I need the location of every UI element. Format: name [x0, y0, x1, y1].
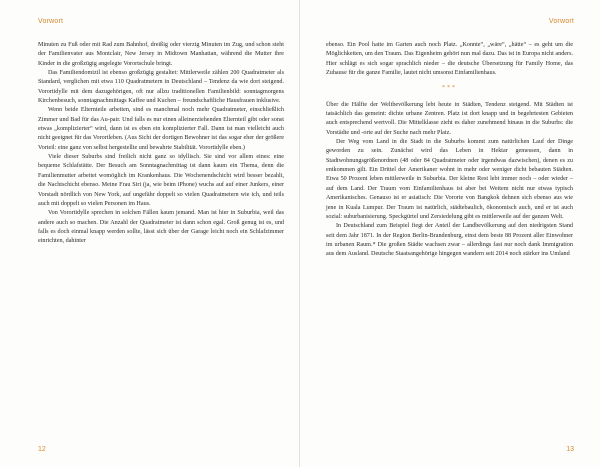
left-page-body [38, 41, 284, 247]
right-page [300, 0, 600, 467]
paragraph: Viele dieser Suburbs sind freilich nicht ganz so idyllisch. Sie sind vor allem eines: eine bequeme Schlafstätte. Der Besuch am Sonntagnachmittag ist dann kaum ein Thema, denn die Familienmutter arbeitet womöglich im Krankenhaus. Die Wochenendschicht wird besser bezahlt, die Nachtschicht ebenso. Meine Frau Siri (ja, wie beim iPhone) wuchs auf auf einer Junkers, einer Vorstadt nördlich von New York, auf ungefähr doppelt so vielen Quadratmetern wie ich, und teils auch mit doppelt so vielen Personen im Haus. [38, 154, 284, 207]
running-head-right: Vorwort [548, 18, 574, 25]
page-number-right: 13 [566, 446, 574, 453]
paragraph: Minuten zu Fuß oder mit Rad zum Bahnhof, dreißig oder vierzig Minuten im Zug, und schon steht der Familienvater aus Montclair, New Jersey in Midtown Manhattan, während die Mutter ihre Kinder in die großzügig angelegte Vorortschule bringt. [38, 42, 284, 67]
right-page-body [326, 41, 573, 260]
paragraph: ebenso. Ein Pool hatte im Garten auch noch Platz. „Konnte“, „wäre“, „hätte“ – es geht um die Möglichkeiten, um den Traum. Das Eigenheim gehört nun mal dazu. Das ist in Europa nicht anders. Hier schlägt es sich sogar sprachlich nieder – die deutsche Übersetzung für Family Home, das Zuhause für die ganze Familie, lautet nicht umsonst Einfamilienhaus. [326, 42, 573, 77]
paragraph: Der Weg vom Land in die Stadt in die Suburbs kommt zum natürlichen Lauf der Dinge geworden zu sein. Zunächst wird das Leben in Hektar gemessen, dann in Stadtwohnungsgrößenordnen (48 oder 84 Quadratmeter oder irgendwas dazwischen), denen es zu entkommen gilt. Ein Drittel der Amerikaner wohnt in mehr oder weniger dicht bebauten Städten. Etwa 50 Prozent leben mittlerweile in Suburbia. Der kleine Rest lebt immer noch – oder wieder – auf dem Land. Der Traum vom Einfamilienhaus ist aber bei Weitem nicht nur etwas typisch Amerikanisches. Genauso ist er asiatisch: Die Vororte von Bangkok dehnen sich ebenso aus wie jene in Kuala Lumpur. Der Traum ist natürlich, städtebaulich, ökonomisch auch, und er ist auch sozial: suburbanisierung. Speckgürtel und Zersiedelung gibt es mittlerweile auf der ganzen Welt. [326, 139, 573, 220]
running-head-left: Vorwort [38, 18, 64, 25]
paragraph: Von Vorortidylle sprechen in solchen Fällen kaum jemand. Man ist hier in Suburbia, weil das andere auch so machen. Die Anzahl der Quadratmeter ist dann schon egal. Groß genug ist es, und falls es doch einmal knapp werden sollte, lässt sich über der Garage leicht noch ein Schlafzimmer einrichten, dahinter [38, 210, 284, 245]
paragraph: Über die Hälfte der Weltbevölkerung lebt heute in Städten, Tendenz steigend. Mit Städten ist tatsächlich das gemeint: dichte urbane Zentren. Platz ist dort knapp und in begehrtesten Gebieten auch entsprechend wertvoll. Die Mittelklasse zieht es daher zunehmend hinaus in die Suburbs: die Vorstädte und -orte auf der Suche nach mehr Platz. [326, 101, 573, 136]
paragraph: Das Familiendomizil ist ebenso großzügig gestaltet: Mittlerweile zählen 200 Quadratmeter als Standard, verglichen mit etwa 110 Quadratmetern in Deutschland – Tendenz da wie dort steigend. Vorortidylle mit dem dazugehörigen, oft nur allzu traditionellen Familienbild: sonntagmorgens Kirchenbesuch, sonntagnachmittags Kaffee und Kuchen – freundschaftliche Hausfrauen inklusive. [38, 70, 284, 105]
paragraph: Wenn beide Elternteile arbeiten, sind es manchmal noch mehr Quadratmeter, einschließlich Zimmer und Bad für das Au-pair. Und falls es nur einen alleinerziehenden Elternteil gibt oder sonst etwas „komplizierter“ wird, dann ist es eben ein komplizierter Fall. Dann ist man vielleicht auch nicht geeignet für das Vorortleben. (Aus Sicht der dortigen Bewohner ist das sogar eher der größere Vorteil: eine ganz von selbst hergestellte und bewahrte Stabilität. Vorortidylle eben.) [38, 107, 284, 151]
section-break-ornament: *** [442, 85, 457, 92]
page-number-left: 12 [38, 446, 46, 453]
paragraph: In Deutschland zum Beispiel fiegt der Anteil der Landbevölkerung auf den niedrigsten Stand seit dem Jahr 1871. In der Region Berlin-Brandenburg, einst dem beste 88 Prozent aller Einwohner im urbanen Raum.* Die großen Städte wachsen zwar – allerdings fast nur noch dank Immigration aus dem Ausland. Deutsche Staatsangehörige hingegen wandern seit 2014 noch stärker ins Umland [326, 223, 573, 258]
